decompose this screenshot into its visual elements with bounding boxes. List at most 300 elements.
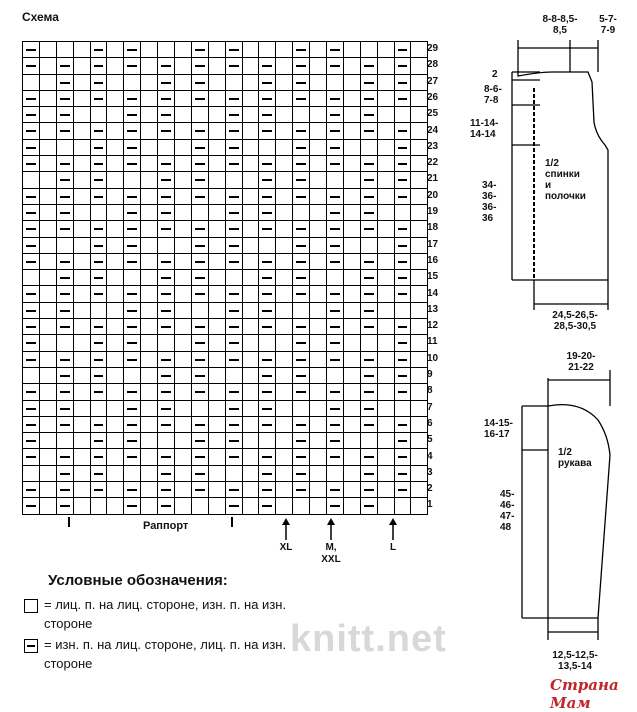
chart-cell	[175, 189, 192, 205]
chart-cell	[259, 172, 276, 188]
row-number: 19	[427, 206, 439, 217]
chart-cell	[327, 238, 344, 254]
chart-cell	[293, 384, 310, 400]
chart-cell	[57, 189, 74, 205]
chart-cell	[40, 156, 57, 172]
legend-item-purl: = изн. п. на лиц. стороне, лиц. п. на изн. стороне	[44, 637, 287, 671]
chart-cell	[57, 238, 74, 254]
chart-cell	[107, 270, 124, 286]
chart-cell	[276, 368, 293, 384]
chart-cell	[158, 319, 175, 335]
chart-cell	[361, 368, 378, 384]
chart-cell	[344, 384, 361, 400]
row-number: 10	[427, 352, 439, 364]
chart-cell	[209, 221, 226, 237]
chart-cell	[259, 75, 276, 91]
chart-cell	[361, 417, 378, 433]
chart-cell	[276, 466, 293, 482]
chart-cell	[175, 319, 192, 335]
chart-cell	[124, 140, 141, 156]
chart-cell	[259, 482, 276, 498]
chart-cell	[395, 303, 412, 319]
chart-cell	[243, 368, 260, 384]
chart-cell	[175, 384, 192, 400]
chart-cell	[310, 270, 327, 286]
chart-cell	[293, 172, 310, 188]
chart-cell	[57, 303, 74, 319]
chart-cell	[310, 335, 327, 351]
chart-cell	[395, 433, 412, 449]
chart-cell	[124, 189, 141, 205]
chart-cell	[74, 303, 91, 319]
chart-cell	[209, 140, 226, 156]
chart-cell	[175, 205, 192, 221]
chart-cell	[124, 433, 141, 449]
row-number: 11	[427, 336, 438, 348]
row-number: 21	[427, 173, 439, 185]
chart-cell	[395, 270, 412, 286]
chart-cell	[243, 156, 260, 172]
chart-cell	[124, 238, 141, 254]
sleeve-piece-label: 1/2 рукава	[558, 447, 592, 469]
chart-cell	[378, 303, 395, 319]
size-arrow-m-xxl	[326, 518, 336, 540]
chart-cell	[395, 58, 412, 74]
chart-cell	[40, 498, 57, 514]
chart-cell	[344, 156, 361, 172]
chart-cell	[310, 205, 327, 221]
chart-cell	[158, 254, 175, 270]
chart-cell	[141, 75, 158, 91]
chart-cell	[395, 417, 412, 433]
chart-cell	[141, 156, 158, 172]
chart-cell	[192, 368, 209, 384]
chart-cell	[378, 482, 395, 498]
chart-cell	[361, 172, 378, 188]
chart-cell	[141, 417, 158, 433]
chart-cell	[209, 189, 226, 205]
chart-cell	[411, 384, 428, 400]
chart-cell	[57, 205, 74, 221]
chart-cell	[395, 140, 412, 156]
chart-cell	[327, 319, 344, 335]
chart-cell	[57, 384, 74, 400]
chart-cell	[344, 498, 361, 514]
chart-cell	[243, 140, 260, 156]
chart-cell	[209, 205, 226, 221]
chart-cell	[411, 254, 428, 270]
chart-cell	[74, 58, 91, 74]
row-number: 8	[427, 385, 433, 397]
chart-cell	[243, 123, 260, 139]
chart-cell	[107, 58, 124, 74]
chart-cell	[40, 286, 57, 302]
chart-cell	[192, 466, 209, 482]
chart-cell	[141, 58, 158, 74]
chart-cell	[276, 238, 293, 254]
chart-cell	[107, 449, 124, 465]
chart-cell	[378, 368, 395, 384]
chart-cell	[361, 482, 378, 498]
chart-cell	[259, 384, 276, 400]
chart-cell	[91, 368, 108, 384]
chart-cell	[259, 270, 276, 286]
chart-cell	[57, 221, 74, 237]
chart-cell	[361, 221, 378, 237]
chart-cell	[57, 91, 74, 107]
chart-cell	[310, 303, 327, 319]
chart-cell	[192, 384, 209, 400]
chart-cell	[23, 303, 40, 319]
chart-cell	[158, 123, 175, 139]
chart-cell	[40, 205, 57, 221]
chart-cell	[378, 270, 395, 286]
chart-cell	[40, 140, 57, 156]
chart-cell	[327, 352, 344, 368]
chart-cell	[361, 466, 378, 482]
chart-cell	[243, 352, 260, 368]
chart-cell	[124, 335, 141, 351]
chart-cell	[91, 498, 108, 514]
chart-cell	[158, 156, 175, 172]
chart-cell	[226, 498, 243, 514]
chart-cell	[124, 417, 141, 433]
chart-cell	[293, 270, 310, 286]
chart-cell	[107, 466, 124, 482]
chart-cell	[175, 401, 192, 417]
chart-cell	[124, 401, 141, 417]
chart-cell	[209, 156, 226, 172]
chart-cell	[344, 319, 361, 335]
chart-cell	[276, 433, 293, 449]
chart-cell	[259, 42, 276, 58]
chart-cell	[175, 352, 192, 368]
row-number: 27	[427, 75, 439, 87]
chart-cell	[74, 417, 91, 433]
chart-cell	[23, 417, 40, 433]
chart-cell	[141, 319, 158, 335]
chart-cell	[158, 449, 175, 465]
chart-cell	[192, 123, 209, 139]
chart-cell	[107, 352, 124, 368]
chart-cell	[23, 466, 40, 482]
rapport-end-tick	[231, 517, 233, 527]
rapport-label: Раппорт	[143, 520, 189, 532]
chart-cell	[293, 91, 310, 107]
chart-cell	[74, 42, 91, 58]
chart-cell	[175, 123, 192, 139]
chart-cell	[107, 75, 124, 91]
row-number: 29	[427, 43, 439, 54]
chart-cell	[243, 384, 260, 400]
chart-cell	[141, 449, 158, 465]
chart-cell	[124, 123, 141, 139]
chart-cell	[91, 286, 108, 302]
chart-cell	[411, 205, 428, 221]
chart-cell	[124, 319, 141, 335]
chart-cell	[107, 107, 124, 123]
chart-cell	[361, 140, 378, 156]
chart-cell	[327, 156, 344, 172]
chart-cell	[209, 352, 226, 368]
chart-cell	[209, 123, 226, 139]
chart-cell	[395, 221, 412, 237]
chart-cell	[91, 466, 108, 482]
chart-cell	[141, 335, 158, 351]
chart-cell	[344, 140, 361, 156]
chart-cell	[175, 238, 192, 254]
chart-cell	[158, 221, 175, 237]
chart-cell	[107, 140, 124, 156]
chart-cell	[276, 189, 293, 205]
chart-cell	[378, 156, 395, 172]
body-top-width: 8-8-8,5- 8,5	[542, 14, 578, 36]
chart-cell	[276, 75, 293, 91]
chart-cell	[344, 189, 361, 205]
chart-cell	[310, 319, 327, 335]
chart-cell	[344, 58, 361, 74]
chart-cell	[395, 172, 412, 188]
chart-cell	[411, 368, 428, 384]
chart-cell	[395, 498, 412, 514]
chart-cell	[124, 286, 141, 302]
chart-cell	[259, 303, 276, 319]
chart-cell	[226, 91, 243, 107]
chart-cell	[124, 449, 141, 465]
chart-cell	[141, 352, 158, 368]
chart-cell	[378, 498, 395, 514]
chart-cell	[107, 384, 124, 400]
chart-cell	[91, 270, 108, 286]
chart-cells	[22, 41, 428, 515]
chart-cell	[243, 42, 260, 58]
chart-cell	[23, 156, 40, 172]
chart-cell	[124, 303, 141, 319]
chart-cell	[226, 270, 243, 286]
chart-cell	[158, 286, 175, 302]
chart-cell	[226, 107, 243, 123]
chart-cell	[411, 286, 428, 302]
chart-cell	[327, 466, 344, 482]
chart-cell	[411, 319, 428, 335]
chart-cell	[158, 303, 175, 319]
chart-cell	[361, 238, 378, 254]
chart-cell	[141, 433, 158, 449]
chart-cell	[57, 466, 74, 482]
chart-cell	[23, 221, 40, 237]
chart-cell	[395, 449, 412, 465]
chart-cell	[411, 123, 428, 139]
chart-cell	[209, 42, 226, 58]
chart-cell	[107, 189, 124, 205]
chart-cell	[158, 368, 175, 384]
chart-cell	[344, 42, 361, 58]
chart-cell	[276, 401, 293, 417]
chart-cell	[40, 449, 57, 465]
chart-cell	[209, 238, 226, 254]
chart-cell	[40, 189, 57, 205]
chart-cell	[192, 498, 209, 514]
chart-cell	[74, 401, 91, 417]
chart-cell	[40, 466, 57, 482]
row-number: 17	[427, 238, 439, 250]
chart-cell	[74, 107, 91, 123]
chart-cell	[158, 75, 175, 91]
row-number: 14	[427, 287, 439, 299]
chart-cell	[175, 449, 192, 465]
chart-cell	[361, 189, 378, 205]
chart-cell	[23, 384, 40, 400]
chart-cell	[395, 238, 412, 254]
chart-cell	[378, 417, 395, 433]
chart-cell	[158, 498, 175, 514]
chart-cell	[107, 335, 124, 351]
chart-cell	[293, 205, 310, 221]
chart-cell	[395, 107, 412, 123]
row-number: 15	[427, 271, 439, 283]
chart-cell	[259, 91, 276, 107]
chart-cell	[243, 270, 260, 286]
chart-cell	[91, 303, 108, 319]
chart-cell	[310, 352, 327, 368]
chart-title: Схема	[22, 10, 59, 24]
chart-cell	[175, 482, 192, 498]
chart-cell	[310, 75, 327, 91]
chart-cell	[243, 466, 260, 482]
chart-cell	[192, 189, 209, 205]
chart-cell	[209, 433, 226, 449]
chart-cell	[74, 286, 91, 302]
chart-cell	[141, 368, 158, 384]
chart-cell	[74, 140, 91, 156]
chart-cell	[74, 75, 91, 91]
chart-cell	[361, 270, 378, 286]
chart-cell	[209, 172, 226, 188]
chart-cell	[57, 42, 74, 58]
chart-cell	[411, 140, 428, 156]
chart-cell	[91, 221, 108, 237]
chart-cell	[158, 384, 175, 400]
chart-cell	[107, 433, 124, 449]
chart-cell	[327, 42, 344, 58]
chart-cell	[293, 335, 310, 351]
chart-cell	[259, 205, 276, 221]
chart-cell	[293, 449, 310, 465]
chart-cell	[192, 254, 209, 270]
chart-cell	[259, 58, 276, 74]
chart-cell	[293, 286, 310, 302]
chart-cell	[310, 156, 327, 172]
row-number: 16	[427, 254, 439, 266]
chart-cell	[23, 58, 40, 74]
chart-cell	[293, 42, 310, 58]
chart-cell	[344, 303, 361, 319]
chart-cell	[259, 238, 276, 254]
chart-cell	[395, 156, 412, 172]
chart-cell	[411, 335, 428, 351]
chart-cell	[310, 466, 327, 482]
chart-cell	[293, 352, 310, 368]
chart-cell	[293, 156, 310, 172]
chart-cell	[243, 335, 260, 351]
chart-cell	[40, 335, 57, 351]
chart-cell	[107, 205, 124, 221]
chart-cell	[243, 205, 260, 221]
chart-cell	[361, 58, 378, 74]
chart-cell	[344, 433, 361, 449]
chart-cell	[158, 91, 175, 107]
chart-cell	[327, 75, 344, 91]
chart-cell	[57, 449, 74, 465]
chart-cell	[74, 172, 91, 188]
chart-cell	[344, 335, 361, 351]
chart-cell	[23, 449, 40, 465]
chart-cell	[192, 58, 209, 74]
chart-cell	[327, 417, 344, 433]
row-number: 13	[427, 303, 439, 315]
chart-cell	[327, 140, 344, 156]
chart-cell	[361, 352, 378, 368]
chart-cell	[327, 254, 344, 270]
chart-cell	[158, 482, 175, 498]
chart-cell	[209, 107, 226, 123]
chart-cell	[141, 286, 158, 302]
chart-cell	[192, 401, 209, 417]
chart-cell	[23, 270, 40, 286]
chart-cell	[226, 417, 243, 433]
chart-cell	[158, 433, 175, 449]
chart-cell	[74, 91, 91, 107]
chart-cell	[175, 368, 192, 384]
chart-cell	[23, 205, 40, 221]
chart-cell	[344, 352, 361, 368]
chart-cell	[411, 466, 428, 482]
chart-cell	[40, 91, 57, 107]
chart-cell	[395, 384, 412, 400]
chart-cell	[259, 123, 276, 139]
row-number: 6	[427, 417, 433, 429]
chart-cell	[310, 172, 327, 188]
sleeve-cuff-width: 12,5-12,5- 13,5-14	[552, 650, 598, 672]
chart-cell	[276, 221, 293, 237]
chart-cell	[293, 189, 310, 205]
chart-cell	[411, 189, 428, 205]
chart-cell	[23, 335, 40, 351]
chart-cell	[124, 482, 141, 498]
chart-cell	[141, 42, 158, 58]
chart-cell	[175, 140, 192, 156]
chart-cell	[209, 449, 226, 465]
chart-cell	[192, 335, 209, 351]
chart-cell	[310, 401, 327, 417]
chart-cell	[276, 270, 293, 286]
chart-cell	[378, 352, 395, 368]
chart-cell	[259, 498, 276, 514]
chart-cell	[23, 401, 40, 417]
chart-cell	[74, 449, 91, 465]
chart-cell	[141, 384, 158, 400]
chart-cell	[158, 352, 175, 368]
chart-cell	[141, 221, 158, 237]
chart-cell	[57, 58, 74, 74]
chart-cell	[395, 91, 412, 107]
chart-cell	[91, 107, 108, 123]
chart-cell	[378, 91, 395, 107]
chart-cell	[209, 335, 226, 351]
chart-cell	[124, 254, 141, 270]
chart-cell	[158, 335, 175, 351]
chart-cell	[107, 123, 124, 139]
